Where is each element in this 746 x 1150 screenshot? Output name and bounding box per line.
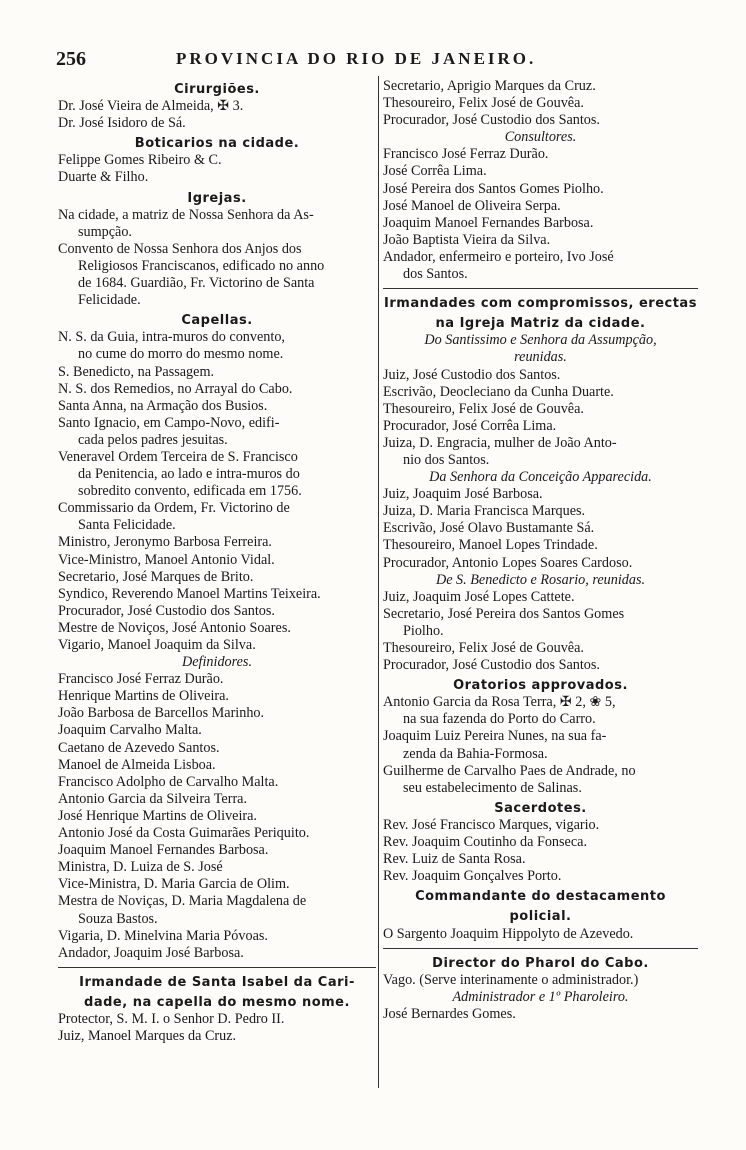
section-heading: Oratorios approvados. [453,678,628,694]
entry-line: Thesoureiro, Felix José de Gouvêa. [383,95,584,112]
page-number: 256 [56,48,86,70]
entry-line: Escrivão, Deocleciano da Cunha Duarte. [383,383,614,400]
entry-line: O Sargento Joaquim Hippolyto de Azevedo. [383,925,634,942]
entry-line: Dr. José Isidoro de Sá. [58,115,186,132]
entry-line: Felippe Gomes Ribeiro & C. [58,152,222,169]
entry-continuation: Religiosos Franciscanos, edificado no anno [78,257,325,274]
entry-line: Secretario, José Pereira dos Santos Gomes [383,605,625,622]
section-heading: policial. [509,909,572,925]
subsection-heading: Da Senhora da Conceição Apparecida. [429,469,652,486]
page-header [48,48,698,70]
subsection-heading: Administrador e 1º Pharoleiro. [452,988,629,1005]
entry-line: Juiz, Manoel Marques da Cruz. [58,1028,237,1045]
entry-line: Guilherme de Carvalho Paes de Andrade, no [383,762,636,779]
entry-line: Ministro, Jeronymo Barbosa Ferreira. [58,534,272,551]
entry-line: Henrique Martins de Oliveira. [58,688,229,705]
entry-continuation: zenda da Bahia-Formosa. [403,745,548,762]
entry-line: Duarte & Filho. [58,169,149,186]
entry-line: Joaquim Carvalho Malta. [58,722,202,739]
entry-continuation: Felicidade. [78,292,141,309]
entry-continuation: no cume do morro do mesmo nome. [78,346,284,363]
entry-line: Juiz, José Custodio dos Santos. [383,366,561,383]
entry-line: Mestre de Noviços, José Antonio Soares. [58,619,291,636]
entry-line: Antonio Garcia da Silveira Terra. [58,790,248,807]
entry-line: Rev. José Francisco Marques, vigario. [383,816,600,833]
section-heading: dade, na capella do mesmo nome. [84,994,350,1010]
entry-line: Andador, Joaquim José Barbosa. [58,944,244,961]
entry-line: Protector, S. M. I. o Senhor D. Pedro II. [58,1010,285,1027]
entry-line: Convento de Nossa Senhora dos Anjos dos [58,240,302,257]
entry-line: José Pereira dos Santos Gomes Piolho. [383,180,604,197]
column-divider [378,76,379,1088]
entry-line: Rev. Joaquim Gonçalves Porto. [383,868,562,885]
entry-line: Manoel de Almeida Lisboa. [58,756,216,773]
entry-line: Procurador, José Custodio dos Santos. [383,112,600,129]
entry-line: Andador, enfermeiro e porteiro, Ivo José [383,248,614,265]
section-heading: Cirurgiões. [174,82,260,97]
section-heading: Commandante do destacamento [415,889,666,905]
section-rule [58,967,376,968]
entry-line: Joaquim Manoel Fernandes Barbosa. [58,842,269,859]
subsection-heading: reunidas. [514,349,567,366]
section-heading: Irmandades com compromissos, erectas [384,296,697,312]
entry-line: José Corrêa Lima. [383,163,487,180]
section-heading: Sacerdotes. [494,800,587,816]
right-column [383,78,698,1023]
entry-line: Procurador, José Corrêa Lima. [383,417,557,434]
entry-line: Vigaria, D. Minelvina Maria Póvoas. [58,927,268,944]
entry-continuation: nio dos Santos. [403,451,490,468]
entry-line: Na cidade, a matriz de Nossa Senhora da As- [58,206,314,223]
entry-line: Caetano de Azevedo Santos. [58,739,220,756]
section-rule [383,948,698,949]
entry-line: Secretario, José Marques de Brito. [58,568,254,585]
entry-line: Veneravel Ordem Terceira de S. Francisco [58,448,298,465]
entry-continuation: na sua fazenda do Porto do Carro. [403,711,596,728]
entry-line: Rev. Luiz de Santa Rosa. [383,851,526,868]
entry-line: Commissario da Ordem, Fr. Victorino de [58,500,290,517]
entry-continuation: de 1684. Guardião, Fr. Victorino de Santa [78,275,315,292]
entry-line: Joaquim Manoel Fernandes Barbosa. [383,214,594,231]
subsection-heading: Definidores. [181,654,252,671]
entry-line: Syndico, Reverendo Manoel Martins Teixeira. [58,585,321,602]
entry-line: Procurador, José Custodio dos Santos. [383,657,600,674]
running-title: PROVINCIA DO RIO DE JANEIRO. [176,49,537,68]
entry-continuation: da Penitencia, ao lado e intra-muros do [78,466,300,483]
entry-continuation: Souza Bastos. [78,910,158,927]
section-heading: Boticarios na cidade. [134,136,300,152]
left-column [58,78,376,1045]
section-heading: Director do Pharol do Cabo. [432,955,649,971]
entry-line: Dr. José Vieira de Almeida, ✠ 3. [58,98,244,115]
entry-line: Escrivão, José Olavo Bustamante Sá. [383,520,595,537]
entry-line: N. S. da Guia, intra-muros do convento, [58,329,285,346]
entry-line: Francisco José Ferraz Durão. [58,671,224,688]
section-heading: Irmandade de Santa Isabel da Cari- [79,974,355,990]
entry-line: Francisco José Ferraz Durão. [383,146,549,163]
entry-line: Santo Ignacio, em Campo-Novo, edifi- [58,414,280,431]
entry-line: Thesoureiro, Felix José de Gouvêa. [383,640,584,656]
section-heading: Igrejas. [187,190,247,206]
entry-line: José Bernardes Gomes. [383,1005,516,1022]
entry-continuation: seu estabelecimento de Salinas. [403,779,582,796]
entry-line: Thesoureiro, Felix José de Gouvêa. [383,400,584,417]
entry-line: José Henrique Martins de Oliveira. [58,807,257,824]
entry-continuation: sumpção. [78,223,132,240]
entry-line: Vice-Ministra, D. Maria Garcia de Olim. [58,876,290,893]
entry-continuation: dos Santos. [403,266,468,283]
subsection-heading: De S. Benedicto e Rosario, reunidas. [435,571,646,588]
section-heading: Capellas. [181,313,253,329]
entry-line: Mestra de Noviças, D. Maria Magdalena de [58,893,307,910]
entry-line: João Barbosa de Barcellos Marinho. [58,705,265,722]
entry-line: Thesoureiro, Manoel Lopes Trindade. [383,537,598,554]
entry-line: Francisco Adolpho de Carvalho Malta. [58,773,279,790]
entry-continuation: Piolho. [403,622,444,639]
entry-line: Antonio José da Costa Guimarães Periquito. [58,825,310,842]
entry-line: João Baptista Vieira da Silva. [383,231,551,248]
section-rule [383,288,698,289]
entry-line: Vigario, Manoel Joaquim da Silva. [58,637,256,653]
entry-line: Procurador, Antonio Lopes Soares Cardoso. [383,554,633,571]
entry-line: José Manoel de Oliveira Serpa. [383,197,561,214]
entry-line: S. Benedicto, na Passagem. [58,363,215,380]
entry-line: Juiz, Joaquim José Barbosa. [383,486,543,503]
entry-line: Secretario, Aprigio Marques da Cruz. [383,78,596,94]
entry-continuation: sobredito convento, edificada em 1756. [78,483,302,500]
entry-line: Vago. (Serve interinamente o administrador.) [383,971,639,988]
entry-line: Ministra, D. Luiza de S. José [58,859,223,876]
entry-line: Santa Anna, na Armação dos Busios. [58,397,268,414]
entry-continuation: cada pelos padres jesuitas. [78,431,228,448]
entry-line: Joaquim Luiz Pereira Nunes, na sua fa- [383,728,607,745]
entry-line: Juiz, Joaquim José Lopes Cattete. [383,588,575,605]
entry-line: Procurador, José Custodio dos Santos. [58,602,275,619]
entry-line: Rev. Joaquim Coutinho da Fonseca. [383,834,587,851]
entry-line: Juiza, D. Maria Francisca Marques. [383,503,586,520]
subsection-heading: Do Santissimo e Senhora da Assumpção, [424,332,657,349]
section-heading: na Igreja Matriz da cidade. [435,316,646,332]
entry-line: Antonio Garcia da Rosa Terra, ✠ 2, ❀ 5, [383,694,616,711]
entry-continuation: Santa Felicidade. [78,517,176,534]
entry-line: N. S. dos Remedios, no Arrayal do Cabo. [58,380,293,397]
entry-line: Vice-Ministro, Manoel Antonio Vidal. [58,551,275,568]
entry-line: Juiza, D. Engracia, mulher de João Anto- [383,434,617,451]
subsection-heading: Consultores. [504,129,577,146]
